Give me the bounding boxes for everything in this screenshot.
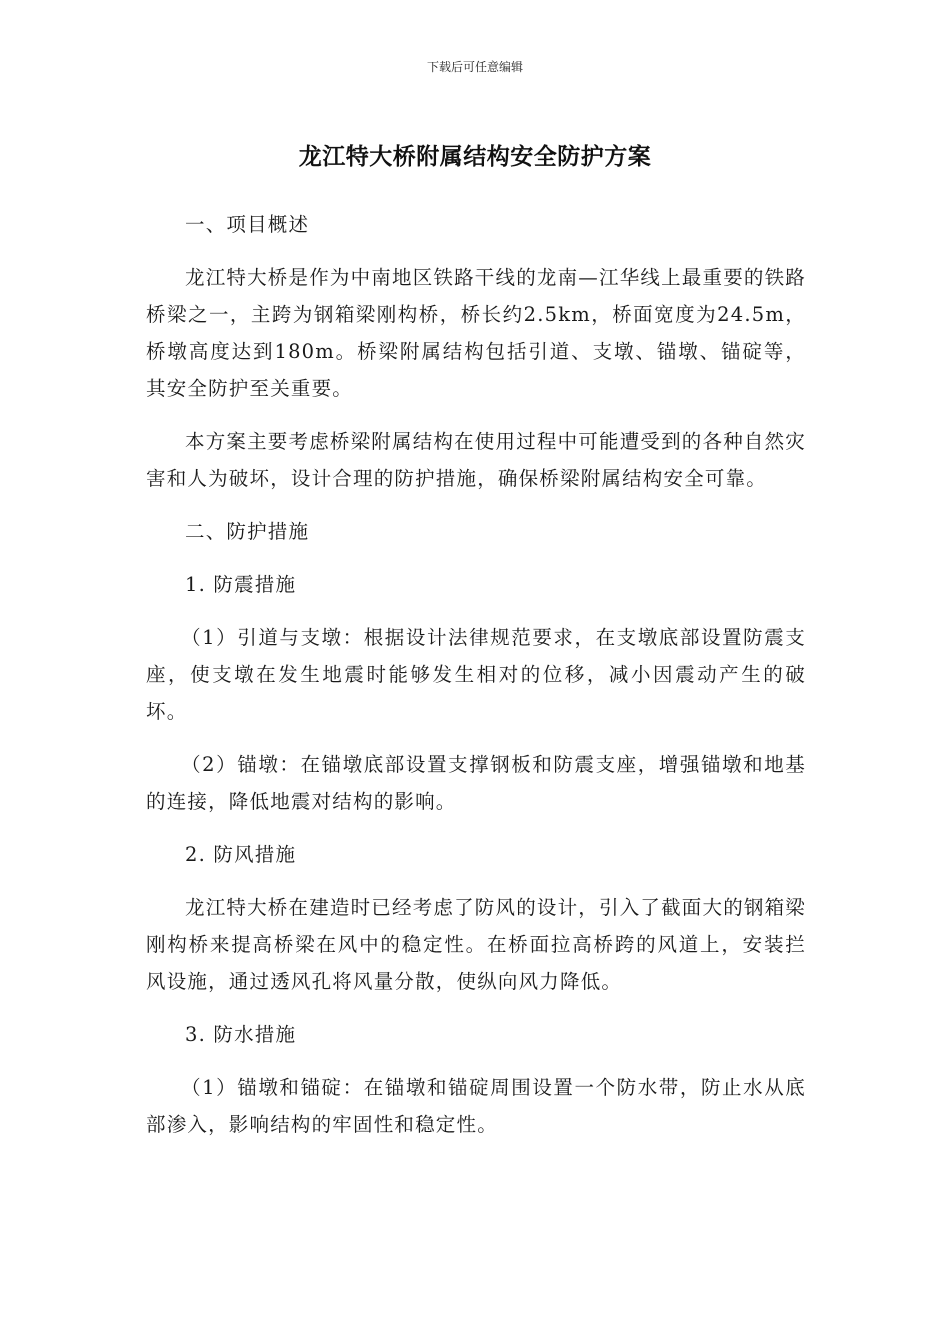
paragraph-wind-measures: 龙江特大桥在建造时已经考虑了防风的设计，引入了截面大的钢箱梁刚构桥来提高桥梁在风中的稳定性。在桥面拉高桥跨的风道上，安装拦风设施，通过透风孔将风量分散，使纵向风力降低。 [146, 896, 807, 993]
subheading-waterproofing: 3. 防水措施 [185, 1023, 297, 1046]
subheading-wind-protection: 2. 防风措施 [185, 843, 297, 866]
paragraph-anchor-waterproofing: （1）锚墩和锚碇：在锚墩和锚碇周围设置一个防水带，防止水从底部渗入，影响结构的牢固性和稳定性。 [146, 1076, 806, 1136]
paragraph-anchor-piers: （2）锚墩：在锚墩底部设置支撑钢板和防震支座，增强锚墩和地基的连接，降低地震对结构的影响。 [146, 753, 806, 813]
paragraph-approach-piers: （1）引道与支墩：根据设计法律规范要求，在支墩底部设置防震支座，使支墩在发生地震时能够发生相对的位移，减小因震动产生的破坏。 [146, 626, 806, 723]
paragraph-project-intro: 龙江特大桥是作为中南地区铁路干线的龙南—江华线上最重要的铁路桥梁之一，主跨为钢箱梁刚构桥，桥长约2.5km，桥面宽度为24.5m，桥墩高度达到180m。桥梁附属结构包括引道、支墩、锚墩、锚碇等，其安全防护至关重要。 [146, 266, 807, 400]
header-note: 下载后可任意编辑 [426, 60, 523, 74]
paragraph-scheme-purpose: 本方案主要考虑桥梁附属结构在使用过程中可能遭受到的各种自然灾害和人为破坏，设计合理的防护措施，确保桥梁附属结构安全可靠。 [146, 430, 807, 490]
subheading-anti-seismic: 1. 防震措施 [185, 573, 297, 596]
document-body [146, 206, 806, 1159]
section-heading-measures: 二、防护措施 [185, 520, 310, 543]
section-heading-overview: 一、项目概述 [185, 213, 310, 236]
document-title: 龙江特大桥附属结构安全防护方案 [298, 144, 652, 170]
